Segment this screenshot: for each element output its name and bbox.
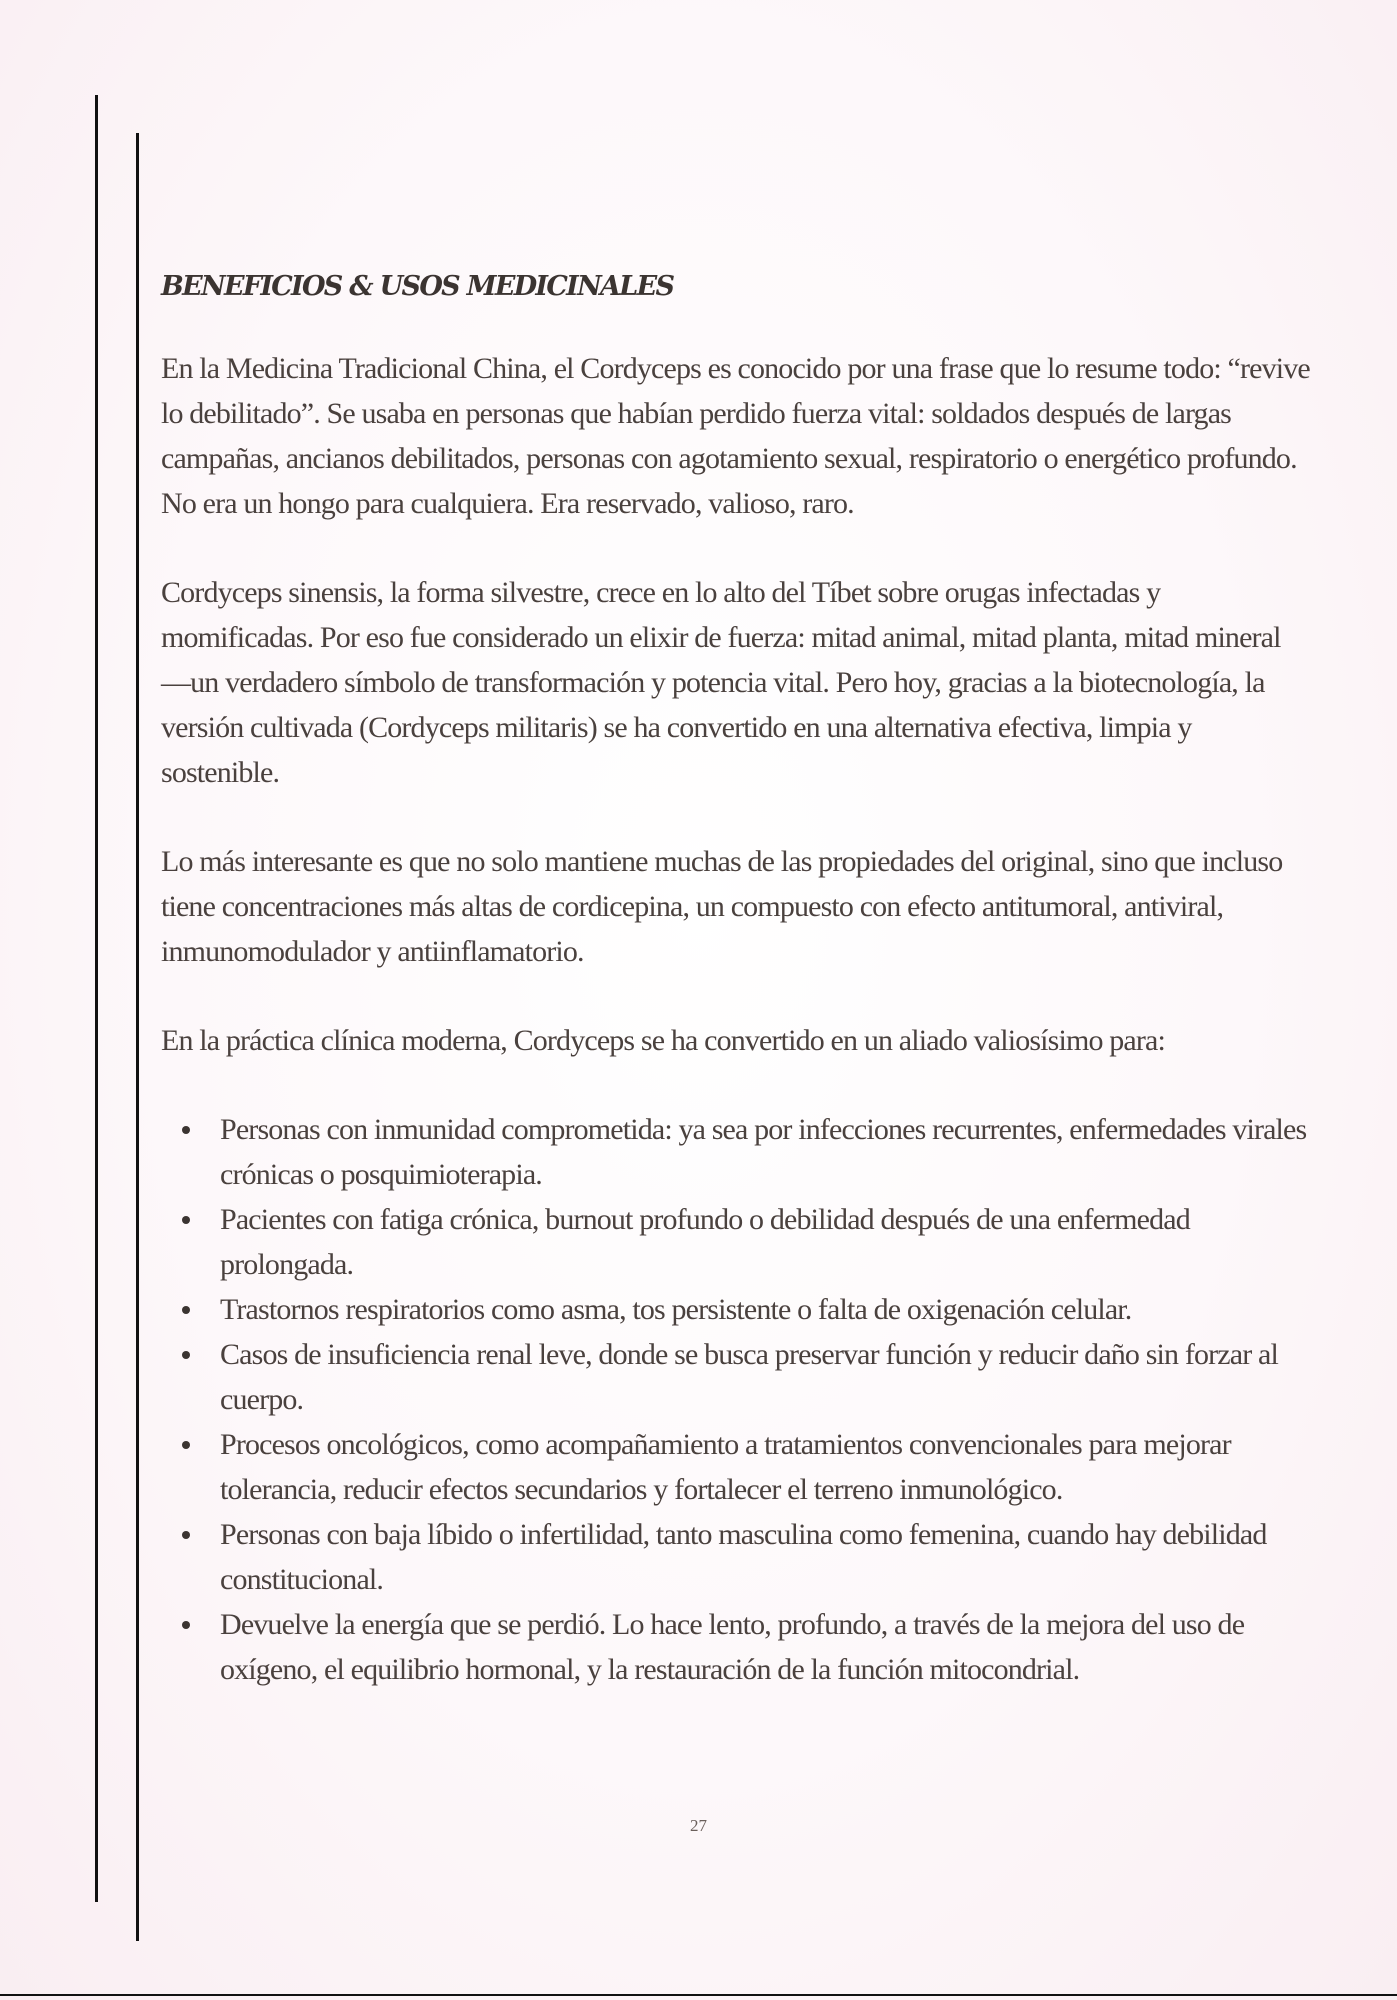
paragraph-cordycepin: Lo más interesante es que no solo mantiene muchas de las propiedades del original, sino que incluso tiene concentraciones más altas de cordicepina, un compuesto con efecto antitumoral, antiviral, inmunomodulador y antiinflamatorio. [161, 845, 1283, 968]
list-item: Casos de insuficiencia renal leve, donde se busca preservar función y reducir daño sin forzar al cuerpo. [161, 1332, 1311, 1422]
bottom-border-rule [0, 1994, 1397, 1996]
list-item: Trastornos respiratorios como asma, tos persistente o falta de oxigenación celular. [161, 1287, 1311, 1332]
section-title: BENEFICIOS & USOS MEDICINALES [161, 271, 674, 302]
benefits-list [161, 1107, 1311, 1692]
left-border-rule-inner [136, 133, 139, 1941]
paragraph-sinensis-militaris: Cordyceps sinensis, la forma silvestre, crece en lo alto del Tíbet sobre orugas infectadas y momificadas. Por eso fue considerado un elixir de fuerza: mitad animal, mitad planta, mitad mineral —un verdadero símbolo de transformación y potencia vital. Pero hoy, gracias a la biotecnología, la versión cultivada (Cordyceps militaris) se ha convertido en una alternativa efectiva, limpia y sostenible. [161, 576, 1281, 789]
list-item: Devuelve la energía que se perdió. Lo hace lento, profundo, a través de la mejora del uso de oxígeno, el equilibrio hormonal, y la restauración de la función mitocondrial. [161, 1602, 1311, 1692]
paragraph-clinical-intro: En la práctica clínica moderna, Cordyceps se ha convertido en un aliado valiosísimo para: [161, 1024, 1165, 1057]
list-item: Procesos oncológicos, como acompañamiento a tratamientos convencionales para mejorar tolerancia, reducir efectos secundarios y fortalecer el terreno inmunológico. [161, 1422, 1311, 1512]
paragraph-tcm-history: En la Medicina Tradicional China, el Cordyceps es conocido por una frase que lo resume todo: “revive lo debilitado”. Se usaba en personas que habían perdido fuerza vital: soldados después de largas campañas, ancianos debilitados, personas con agotamiento sexual, respiratorio o energético profundo. No era un hongo para cualquiera. Era reservado, valioso, raro. [161, 352, 1310, 520]
page-number: 27 [690, 1816, 707, 1835]
list-item: Personas con inmunidad comprometida: ya sea por infecciones recurrentes, enfermedades virales crónicas o posquimioterapia. [161, 1107, 1311, 1197]
list-item: Pacientes con fatiga crónica, burnout profundo o debilidad después de una enfermedad prolongada. [161, 1197, 1311, 1287]
left-border-rule-outer [95, 95, 98, 1902]
page-content [161, 265, 1311, 1692]
list-item: Personas con baja líbido o infertilidad, tanto masculina como femenina, cuando hay debilidad constitucional. [161, 1512, 1311, 1602]
